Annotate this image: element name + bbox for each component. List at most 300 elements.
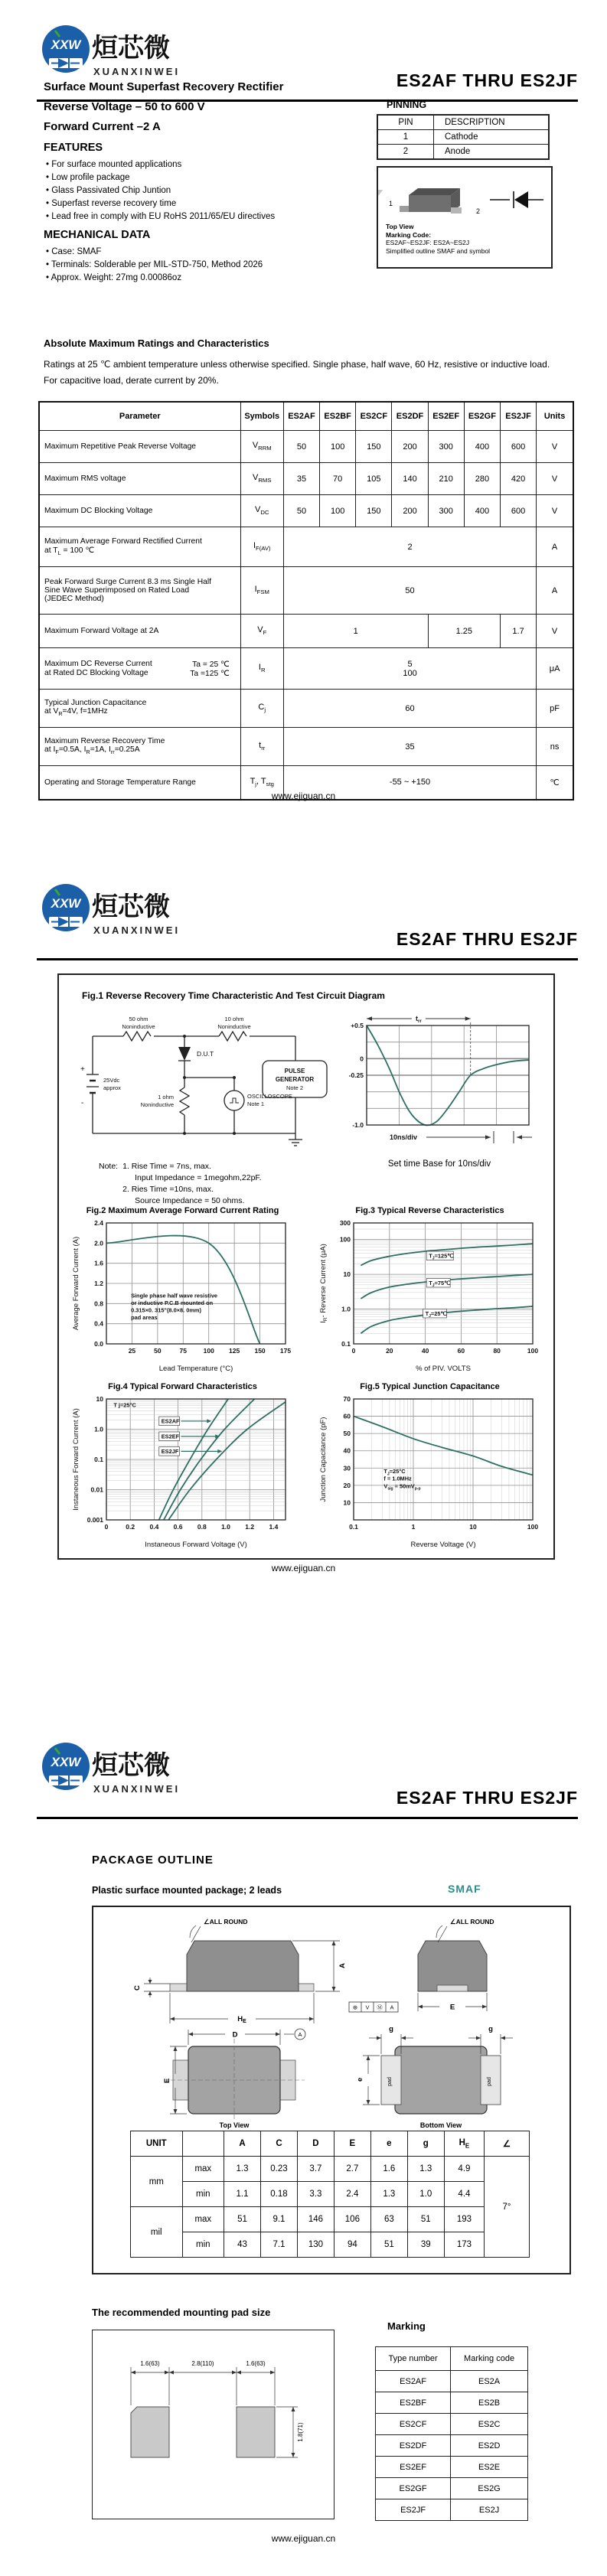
chart-el: [367, 1026, 529, 1125]
ratings-symbol: $V_{DC}$: [240, 495, 283, 527]
chart-el: 10: [343, 1270, 351, 1279]
product-line: Forward Current –2 A: [44, 120, 161, 133]
ratings-value: 50: [283, 495, 319, 527]
pinning-table: [377, 114, 550, 160]
ratings-value: 100: [320, 495, 356, 527]
logo-roman-name: XUANXINWEI: [93, 66, 181, 77]
chart-el: 1.4: [268, 1523, 278, 1531]
y-tick-label: [94, 1340, 103, 1348]
plot-border: [354, 1399, 533, 1520]
r2-type: Noninductive: [217, 1023, 251, 1030]
chart-el: T j=25°C: [113, 1401, 136, 1409]
doc-title: ES2AF THRU ES2JF: [396, 929, 578, 949]
marking-cell: ES2CF: [376, 2414, 451, 2435]
ratings-heading: Absolute Maximum Ratings and Characteristics: [44, 337, 269, 349]
y-tick-label: [341, 1306, 351, 1313]
oscilloscope-label: OSCILLOSCOPE: [247, 1093, 292, 1100]
dim-value: 1.3: [224, 2157, 261, 2182]
ratings-value: 70: [320, 463, 356, 495]
pad-label: pad: [487, 2077, 492, 2086]
feature-item: • Superfast reverse recovery time: [46, 197, 275, 210]
ratings-value: -55 ~ +150: [283, 766, 536, 800]
chart-el: sig: [387, 1486, 393, 1492]
ratings-symbol: $I_R$: [240, 648, 283, 690]
ratings-row: [39, 648, 573, 690]
x-tick-label: [245, 1523, 254, 1531]
ratings-parameter: Maximum DC Blocking Voltage: [39, 495, 240, 527]
side-lead-left: [170, 1984, 187, 1991]
chart-el: 175: [279, 1347, 291, 1355]
ratings-value: 50: [283, 567, 536, 615]
ratings-symbol: $V_{RMS}$: [240, 463, 283, 495]
dim-value: 51: [224, 2207, 261, 2232]
marking-row: [376, 2371, 528, 2392]
chart-el: 0: [104, 1523, 108, 1531]
oscilloscope-icon: [224, 1091, 244, 1110]
y-tick-label: [94, 1456, 103, 1463]
chart-el: 80: [492, 1347, 501, 1355]
chart-el: Instaneous Forward Current (A): [71, 1408, 80, 1511]
x-tick-label: [411, 1523, 415, 1531]
ratings-value: 2: [283, 527, 536, 567]
chart-el: 50: [153, 1347, 162, 1355]
chart-el: Junction Capacitance (pF): [318, 1417, 328, 1502]
chart-el: 1.0: [93, 1425, 103, 1433]
chart-el: Instaneous Forward Voltage (V): [144, 1541, 247, 1549]
dut-label: D.U.T: [197, 1050, 214, 1058]
y-axis-label: [319, 1244, 328, 1323]
marking-header: Marking code: [451, 2347, 528, 2371]
chart-el: R: [322, 1317, 328, 1322]
dim-g-label: g: [389, 2025, 393, 2033]
chart-el: 10ns/div: [390, 1133, 418, 1141]
source-approx: approx: [103, 1084, 121, 1091]
ratings-symbol: $V_{RRM}$: [240, 431, 283, 463]
dim-e-side-label: E: [449, 2003, 455, 2012]
chart-el: 1.0: [220, 1523, 230, 1531]
dim-row: [131, 2232, 530, 2258]
y-tick-label: [343, 1430, 351, 1437]
fig5-chart: [315, 1393, 545, 1556]
chart-el: Reverse Voltage (V): [410, 1541, 476, 1549]
chart-el: 60: [457, 1347, 465, 1355]
chart-el: T: [425, 1309, 429, 1317]
ratings-header: ES2AF: [283, 402, 319, 431]
x-axis-label: [145, 1541, 247, 1549]
x-tick-label: [128, 1347, 135, 1355]
marking-cell: ES2EF: [376, 2457, 451, 2478]
ratings-header: ES2GF: [464, 402, 500, 431]
ratings-value: 600: [500, 431, 536, 463]
y-axis-label: [72, 1237, 80, 1330]
package-outline-drawing: [96, 1910, 566, 2131]
ratings-value: 400: [464, 431, 500, 463]
feature-item: • Lead free in comply with EU RoHS 2011/65/EU directives: [46, 210, 275, 223]
ratings-row: [39, 615, 573, 648]
y-tick-label: [351, 1022, 364, 1029]
chart-el: T: [428, 1279, 432, 1286]
chart-path: [465, 1016, 471, 1021]
datum-cell: ⊕: [352, 2004, 358, 2011]
chart-path: [367, 1016, 372, 1021]
chart-el: 0.4: [148, 1523, 158, 1531]
marking-cell: ES2GF: [376, 2478, 451, 2499]
pinning-row: [377, 130, 549, 145]
dim-d-label: D: [232, 2030, 238, 2040]
y-tick-label: [96, 1395, 103, 1403]
ratings-header: ES2DF: [392, 402, 428, 431]
chart-el: 10: [96, 1395, 103, 1403]
chart-el: 40: [421, 1347, 429, 1355]
marking-row: [376, 2392, 528, 2414]
x-tick-label: [104, 1523, 108, 1531]
y-tick-label: [341, 1340, 351, 1348]
dut-diode-icon: [178, 1047, 191, 1061]
chart-el: 150: [253, 1347, 266, 1355]
chart-el: 100: [527, 1347, 538, 1355]
package-symbol-box: [377, 166, 553, 269]
x-tick-label: [203, 1347, 214, 1355]
fig1-test-circuit-diagram: [70, 1007, 330, 1157]
x-tick-label: [527, 1347, 537, 1355]
y-tick-label: [343, 1413, 351, 1420]
dim-value: 1.3: [407, 2157, 444, 2182]
ratings-symbol: $V_F$: [240, 615, 283, 648]
dim-value: 4.4: [444, 2182, 484, 2207]
chart-el: 300: [339, 1219, 351, 1227]
x-tick-label: [421, 1347, 429, 1355]
all-round-label: ∠ALL ROUND: [204, 1918, 248, 1925]
chart-el: 40: [343, 1446, 351, 1455]
chart-el: 10: [468, 1523, 477, 1531]
feature-item: • Glass Passivated Chip Juntion: [46, 184, 275, 197]
x-tick-label: [179, 1347, 187, 1355]
dim-value: 1.6: [370, 2157, 407, 2182]
package-outline-box: [92, 1906, 571, 2274]
chart-el: 1.2: [244, 1523, 254, 1531]
plus-sign: +: [80, 1065, 85, 1074]
x-tick-label: [279, 1347, 290, 1355]
pad-label: pad: [387, 2077, 393, 2086]
ratings-value: 400: [464, 495, 500, 527]
ratings-symbol: $C_j$: [240, 690, 283, 728]
ratings-unit: A: [537, 527, 573, 567]
y-tick-label: [94, 1280, 103, 1287]
ratings-unit: V: [537, 495, 573, 527]
ratings-unit: V: [537, 615, 573, 648]
dim-value: 4.9: [444, 2157, 484, 2182]
ratings-unit: pF: [537, 690, 573, 728]
y-tick-label: [90, 1486, 103, 1494]
chart-el: J: [432, 1256, 435, 1261]
caption-line: Top View: [386, 223, 414, 230]
chart-el: pad areas: [130, 1314, 158, 1322]
fig5-svg: [317, 1393, 543, 1552]
y-tick-label: [352, 1121, 364, 1129]
chart-path: [485, 1135, 491, 1140]
fig2-chart: [68, 1217, 298, 1380]
y-tick-label: [94, 1426, 103, 1433]
ratings-value: 210: [428, 463, 464, 495]
ratings-description-line: Ratings at 25 ℃ ambient temperature unless otherwise specified. Single phase, half wave, 60 Hz, resistive or inductive load.: [44, 359, 550, 370]
x-axis-label: [158, 1365, 233, 1373]
fig1-notes: [99, 1161, 262, 1207]
chart-el: -0.25: [348, 1071, 364, 1079]
marking-cell: ES2G: [451, 2478, 528, 2499]
ratings-value: 300: [428, 431, 464, 463]
dim-value: 3.3: [297, 2182, 334, 2207]
pinning-cell: 1: [377, 130, 434, 145]
chart-el: 0.1: [348, 1523, 358, 1531]
y-tick-label: [343, 1498, 351, 1506]
pinning-cell: 2: [377, 145, 434, 160]
ratings-row: [39, 527, 573, 567]
chart-el: 2.0: [93, 1239, 103, 1247]
features-list: [46, 158, 275, 223]
notes-label: Note:: [99, 1162, 119, 1171]
pin1-label: 1: [389, 200, 393, 207]
chart-el: 10: [343, 1498, 351, 1507]
dim-header: D: [297, 2131, 334, 2157]
ratings-description: [44, 357, 579, 389]
dim-value: 146: [297, 2207, 334, 2232]
mounting-pad-box: [92, 2330, 335, 2519]
marking-row: [376, 2478, 528, 2499]
chart-el: or inductive P.C.B mounted on: [130, 1299, 213, 1307]
dim-value: 193: [444, 2207, 484, 2232]
chart-el: J: [387, 1472, 390, 1477]
chart-el: % of PIV. VOLTS: [415, 1365, 471, 1373]
chart-el: 50: [343, 1430, 351, 1438]
logo-roman-name: XUANXINWEI: [93, 1783, 181, 1795]
ratings-symbol: $t_{rr}$: [240, 728, 283, 766]
marking-cell: ES2AF: [376, 2371, 451, 2392]
pulse-generator-label-2: GENERATOR: [275, 1076, 315, 1083]
chart-el: -1.0: [352, 1121, 364, 1129]
page-2: [0, 859, 607, 1717]
chart-el: =25°C: [389, 1468, 406, 1475]
fig1-waveform-chart: [339, 1006, 540, 1156]
chart-el: 100: [203, 1347, 214, 1355]
fig3-chart: [315, 1217, 545, 1380]
ratings-header: Parameter: [39, 402, 240, 431]
x-tick-label: [154, 1347, 162, 1355]
pinning-heading: PINNING: [387, 99, 427, 110]
logo-initials: XXW: [51, 37, 81, 52]
company-logo-icon: [40, 1734, 216, 1811]
caption-line: Simplified outline SMAF and symbol: [386, 246, 491, 255]
dim-header: UNIT: [131, 2131, 183, 2157]
chart-el: rr: [417, 1019, 422, 1025]
ratings-value: 420: [500, 463, 536, 495]
package-symbol-caption: [386, 223, 490, 255]
chart-el: - Reverse Current (μA): [318, 1244, 328, 1318]
diode-symbol-icon: [490, 191, 543, 208]
dim-angle: 7°: [485, 2157, 530, 2258]
ratings-unit: V: [537, 431, 573, 463]
chart-el: 2.4: [93, 1219, 103, 1227]
dim-value: 39: [407, 2232, 444, 2258]
ratings-parameter: Maximum Average Forward Rectified Current at $T_L = 100$ ℃: [39, 527, 240, 567]
ratings-value: 50: [283, 431, 319, 463]
pinning-header: PIN: [377, 115, 434, 130]
smaf-lead-left: [400, 206, 409, 212]
dim-value: 2.7: [334, 2157, 370, 2182]
ratings-parameter: Operating and Storage Temperature Range: [39, 766, 240, 800]
fig3-title: Fig.3 Typical Reverse Characteristics: [355, 1206, 504, 1215]
dim-value: 173: [444, 2232, 484, 2258]
pad-dim-height: 1.8(71): [297, 2422, 304, 2442]
smaf-body-front: [409, 195, 451, 212]
fig2-block: [68, 1206, 298, 1380]
dim-row: [131, 2157, 530, 2182]
fig3-block: [315, 1206, 545, 1380]
chart-el: Lead Temperature (°C): [158, 1365, 233, 1373]
marking-cell: ES2C: [451, 2414, 528, 2435]
x-tick-label: [254, 1347, 265, 1355]
dim-row: [131, 2182, 530, 2207]
ratings-row: [39, 690, 573, 728]
dim-header: g: [407, 2131, 444, 2157]
pad-left: [131, 2407, 169, 2457]
dim-a-label: A: [338, 1963, 347, 1968]
dim-value: 7.1: [261, 2232, 298, 2258]
chart-el: [106, 1223, 286, 1344]
x-tick-label: [149, 1523, 158, 1531]
package-name: SMAF: [448, 1883, 481, 1895]
chart-el: 0.0: [93, 1340, 103, 1348]
r2-value: 10 ohm: [224, 1016, 244, 1022]
chart-el: 0.2: [125, 1523, 135, 1531]
footer-url: www.ejiguan.cn: [271, 791, 336, 801]
dim-kind: max: [182, 2207, 224, 2232]
chart-el: [106, 1399, 286, 1520]
fig1-waveform-svg: [341, 1006, 538, 1153]
dim-header: e: [370, 2131, 407, 2157]
doc-title: ES2AF THRU ES2JF: [396, 1788, 578, 1808]
chart-el: 0.001: [86, 1516, 103, 1524]
ratings-unit: μA: [537, 648, 573, 690]
chart-el: 1: [411, 1523, 415, 1531]
source-voltage: 25Vdc: [103, 1077, 120, 1084]
marking-row: [376, 2499, 528, 2521]
chart-el: p-p: [414, 1486, 421, 1492]
chart-el: 0: [351, 1347, 355, 1355]
annotation-text: [131, 1307, 201, 1314]
marking-row: [376, 2414, 528, 2435]
pinning-header: DESCRIPTION: [434, 115, 550, 130]
y-tick-label: [94, 1239, 103, 1247]
chart-el: 1.0: [341, 1305, 351, 1313]
fig4-block: [68, 1382, 298, 1556]
marking-cell: ES2JF: [376, 2499, 451, 2521]
x-tick-label: [527, 1523, 537, 1531]
r3-value: 1 ohm: [158, 1094, 174, 1101]
pin2-label: 2: [476, 207, 481, 215]
chart-el: T: [383, 1468, 387, 1475]
dim-c-label: C: [133, 1985, 142, 1991]
dim-value: 106: [334, 2207, 370, 2232]
y-tick-label: [339, 1236, 350, 1244]
ratings-parameter: Maximum Reverse Recovery Time at $I_F=0.5A$, $I_R=1A$, $I_{rr}=0.25A$: [39, 728, 240, 766]
x-axis-label: [410, 1541, 475, 1549]
y-tick-label: [339, 1219, 350, 1227]
chart-el: 0.315×0. 315"(8.0×8. 0mm): [130, 1306, 201, 1314]
side-body: [187, 1941, 299, 1991]
ratings-parameter: Typical Junction Capacitance at $V_R=4V$, f=1MHz: [39, 690, 240, 728]
marking-cell: ES2B: [451, 2392, 528, 2414]
fig2-title: Fig.2 Maximum Average Forward Current Rating: [86, 1206, 279, 1215]
note-line: 1. Rise Time = 7ns, max.: [122, 1162, 211, 1171]
fig4-svg: [70, 1393, 296, 1552]
resistor-1ohm-icon: [180, 1087, 189, 1115]
dim-value: 3.7: [297, 2157, 334, 2182]
y-tick-label: [343, 1482, 351, 1489]
product-line: Reverse Voltage – 50 to 600 V: [44, 100, 205, 113]
ratings-parameter: Maximum RMS voltage: [39, 463, 240, 495]
marking-cell: ES2E: [451, 2457, 528, 2478]
chart-el: t: [415, 1015, 418, 1022]
x-tick-label: [457, 1347, 465, 1355]
dim-g-label: g: [488, 2025, 493, 2033]
ratings-unit: ℃: [537, 766, 573, 800]
chart-el: 20: [343, 1481, 351, 1489]
mechanical-item: • Approx. Weight: 27mg 0.00086oz: [46, 272, 263, 285]
ratings-value: 600: [500, 495, 536, 527]
ratings-row: [39, 463, 573, 495]
chart-el: J: [432, 1283, 435, 1288]
dim-value: 43: [224, 2232, 261, 2258]
dim-unit: mm: [131, 2157, 183, 2207]
ratings-value: 35: [283, 728, 536, 766]
note-line: 2. Ries Time =10ns, max.: [122, 1185, 214, 1194]
caption-line: ES2AF~ES2JF: ES2A~ES2J: [386, 239, 470, 246]
x-tick-label: [229, 1347, 240, 1355]
chart-el: I: [318, 1321, 328, 1323]
logo-chinese-name: 烜芯微: [92, 34, 170, 63]
dim-header: [182, 2131, 224, 2157]
marking-cell: ES2J: [451, 2499, 528, 2521]
ratings-description-line: For capacitive load, derate current by 20%.: [44, 375, 219, 386]
marking-header: Type number: [376, 2347, 451, 2371]
resistor-50ohm-icon: [123, 1032, 151, 1041]
marking-cell: ES2DF: [376, 2435, 451, 2457]
datum-cell: V: [365, 2004, 370, 2011]
ratings-header: Units: [537, 402, 573, 431]
resistor-10ohm-icon: [219, 1032, 246, 1041]
chart-el: =75℃: [434, 1279, 450, 1286]
note-line: Source Impedance = 50 ohms.: [135, 1196, 245, 1205]
fig5-block: [315, 1382, 545, 1556]
y-tick-label: [86, 1516, 103, 1524]
ratings-symbol: $T_j$, $T_{stg}$: [240, 766, 283, 800]
ratings-symbol: $I_{F(AV)}$: [240, 527, 283, 567]
ratings-parameter: Maximum Forward Voltage at 2A: [39, 615, 240, 648]
annotation-text: [131, 1299, 214, 1306]
chart-el: 0.01: [90, 1485, 103, 1494]
ratings-value: 200: [392, 431, 428, 463]
mechanical-heading: MECHANICAL DATA: [44, 229, 151, 241]
chart-el: 30: [343, 1464, 351, 1472]
ratings-value: 35: [283, 463, 319, 495]
pinning-row: [377, 145, 549, 160]
chart-el: 0: [360, 1055, 364, 1063]
chart-el: 1.6: [93, 1259, 103, 1267]
chart-el: V: [383, 1482, 387, 1490]
chart-el: J: [428, 1313, 431, 1319]
dim-kind: max: [182, 2157, 224, 2182]
dim-header: $H_E$: [444, 2131, 484, 2157]
